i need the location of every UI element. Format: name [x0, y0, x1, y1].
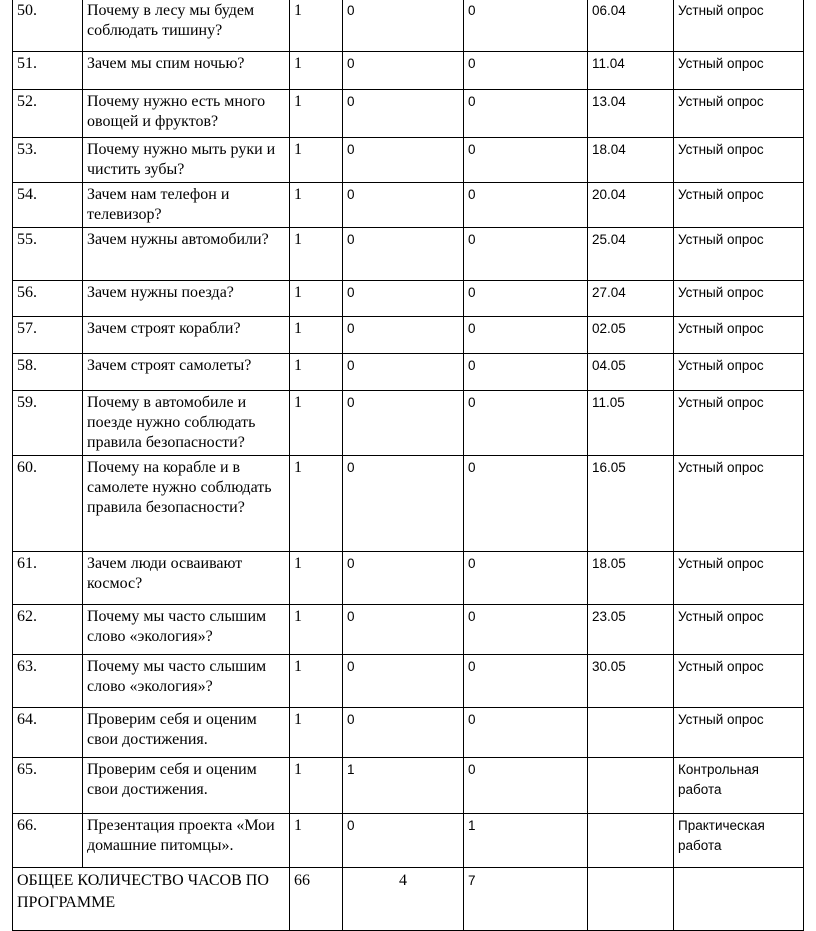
lesson-title: Зачем строят корабли? — [83, 317, 290, 354]
lesson-date: 30.05 — [588, 655, 674, 708]
lesson-title: Презентация проекта «Мои домашние питомцы». — [83, 814, 290, 868]
table-row — [13, 317, 804, 354]
lesson-hours: 1 — [290, 0, 343, 52]
lesson-practice: 0 — [464, 90, 588, 138]
lesson-form: Устный опрос — [674, 391, 804, 456]
lesson-hours: 1 — [290, 183, 343, 228]
table-row — [13, 456, 804, 552]
lesson-date: 06.04 — [588, 0, 674, 52]
lesson-date: 13.04 — [588, 90, 674, 138]
lesson-form: Устный опрос — [674, 354, 804, 391]
lesson-practice: 0 — [464, 281, 588, 317]
lesson-control: 0 — [343, 183, 464, 228]
lesson-date — [588, 758, 674, 814]
lesson-practice: 0 — [464, 52, 588, 90]
lesson-practice: 0 — [464, 708, 588, 758]
lesson-number: 60. — [13, 456, 83, 552]
lesson-hours: 1 — [290, 708, 343, 758]
lesson-control: 1 — [343, 758, 464, 814]
lesson-number: 64. — [13, 708, 83, 758]
lesson-form: Устный опрос — [674, 183, 804, 228]
lesson-hours: 1 — [290, 281, 343, 317]
total-label: ОБЩЕЕ КОЛИЧЕСТВО ЧАСОВ ПО ПРОГРАММЕ — [13, 868, 290, 931]
table-row — [13, 0, 804, 52]
total-empty-1 — [588, 868, 674, 931]
lesson-form: Устный опрос — [674, 52, 804, 90]
lesson-control: 0 — [343, 605, 464, 655]
lesson-form: Устный опрос — [674, 655, 804, 708]
lesson-practice: 0 — [464, 0, 588, 52]
lesson-title: Зачем строят самолеты? — [83, 354, 290, 391]
lesson-date: 23.05 — [588, 605, 674, 655]
total-row — [13, 868, 804, 931]
lesson-date: 20.04 — [588, 183, 674, 228]
lesson-date: 18.05 — [588, 552, 674, 605]
lesson-number: 63. — [13, 655, 83, 708]
lesson-title: Зачем нужны поезда? — [83, 281, 290, 317]
lesson-title: Почему в автомобиле и поезде нужно соблюдать правила безопасности? — [83, 391, 290, 456]
lesson-form: Практическая работа — [674, 814, 804, 868]
lesson-number: 59. — [13, 391, 83, 456]
total-empty-2 — [674, 868, 804, 931]
lesson-practice: 0 — [464, 391, 588, 456]
lesson-hours: 1 — [290, 391, 343, 456]
total-practice: 7 — [464, 868, 588, 931]
lesson-number: 53. — [13, 138, 83, 183]
lesson-hours: 1 — [290, 552, 343, 605]
lesson-hours: 1 — [290, 456, 343, 552]
lesson-practice: 0 — [464, 605, 588, 655]
lesson-number: 55. — [13, 228, 83, 281]
lesson-title: Проверим себя и оценим свои достижения. — [83, 708, 290, 758]
lesson-hours: 1 — [290, 138, 343, 183]
lesson-number: 65. — [13, 758, 83, 814]
table-row — [13, 708, 804, 758]
lesson-form: Устный опрос — [674, 281, 804, 317]
lesson-number: 52. — [13, 90, 83, 138]
lesson-form: Устный опрос — [674, 708, 804, 758]
lesson-number: 58. — [13, 354, 83, 391]
lesson-control: 0 — [343, 52, 464, 90]
lesson-title: Почему мы часто слышим слово «экология»? — [83, 655, 290, 708]
lesson-title: Почему мы часто слышим слово «экология»? — [83, 605, 290, 655]
lesson-form: Устный опрос — [674, 605, 804, 655]
lesson-hours: 1 — [290, 90, 343, 138]
table-row — [13, 228, 804, 281]
lesson-hours: 1 — [290, 655, 343, 708]
lesson-number: 51. — [13, 52, 83, 90]
lesson-number: 50. — [13, 0, 83, 52]
lesson-practice: 0 — [464, 354, 588, 391]
lesson-control: 0 — [343, 456, 464, 552]
table-row — [13, 391, 804, 456]
table-row — [13, 52, 804, 90]
lesson-date: 25.04 — [588, 228, 674, 281]
lesson-number: 66. — [13, 814, 83, 868]
lesson-form: Устный опрос — [674, 552, 804, 605]
lesson-form: Контрольная работа — [674, 758, 804, 814]
table-row — [13, 552, 804, 605]
total-hours: 66 — [290, 868, 343, 931]
lesson-title: Почему нужно мыть руки и чистить зубы? — [83, 138, 290, 183]
lesson-control: 0 — [343, 90, 464, 138]
table-row — [13, 281, 804, 317]
lesson-practice: 0 — [464, 758, 588, 814]
table-row — [13, 183, 804, 228]
table-row — [13, 655, 804, 708]
lesson-date: 18.04 — [588, 138, 674, 183]
lesson-title: Зачем люди осваивают космос? — [83, 552, 290, 605]
lesson-hours: 1 — [290, 317, 343, 354]
lesson-form: Устный опрос — [674, 0, 804, 52]
lesson-form: Устный опрос — [674, 317, 804, 354]
lesson-practice: 0 — [464, 456, 588, 552]
lesson-form: Устный опрос — [674, 456, 804, 552]
lesson-date: 11.05 — [588, 391, 674, 456]
lesson-practice: 0 — [464, 183, 588, 228]
lesson-control: 0 — [343, 0, 464, 52]
lesson-form: Устный опрос — [674, 90, 804, 138]
lesson-control: 0 — [343, 552, 464, 605]
lesson-number: 62. — [13, 605, 83, 655]
lesson-form: Устный опрос — [674, 228, 804, 281]
lesson-practice: 0 — [464, 138, 588, 183]
lesson-practice: 0 — [464, 655, 588, 708]
table-row — [13, 758, 804, 814]
lesson-control: 0 — [343, 655, 464, 708]
total-control: 4 — [343, 868, 464, 931]
lesson-control: 0 — [343, 228, 464, 281]
lesson-hours: 1 — [290, 52, 343, 90]
lesson-practice: 0 — [464, 228, 588, 281]
lesson-control: 0 — [343, 138, 464, 183]
lesson-control: 0 — [343, 317, 464, 354]
lesson-practice: 0 — [464, 317, 588, 354]
lesson-date — [588, 814, 674, 868]
lesson-title: Почему в лесу мы будем соблюдать тишину? — [83, 0, 290, 52]
lesson-hours: 1 — [290, 814, 343, 868]
lesson-number: 61. — [13, 552, 83, 605]
table-body — [13, 0, 804, 931]
table-row — [13, 90, 804, 138]
lesson-practice: 0 — [464, 552, 588, 605]
lesson-control: 0 — [343, 281, 464, 317]
lesson-title: Зачем мы спим ночью? — [83, 52, 290, 90]
lesson-control: 0 — [343, 354, 464, 391]
lesson-control: 0 — [343, 708, 464, 758]
lesson-hours: 1 — [290, 354, 343, 391]
lesson-hours: 1 — [290, 605, 343, 655]
lesson-hours: 1 — [290, 228, 343, 281]
lesson-number: 54. — [13, 183, 83, 228]
lesson-date: 11.04 — [588, 52, 674, 90]
lesson-title: Зачем нам телефон и телевизор? — [83, 183, 290, 228]
lesson-title: Почему на корабле и в самолете нужно соблюдать правила безопасности? — [83, 456, 290, 552]
lesson-hours: 1 — [290, 758, 343, 814]
curriculum-table — [12, 0, 804, 931]
lesson-title: Проверим себя и оценим свои достижения. — [83, 758, 290, 814]
lesson-date — [588, 708, 674, 758]
table-row — [13, 814, 804, 868]
lesson-control: 0 — [343, 391, 464, 456]
table-row — [13, 138, 804, 183]
lesson-number: 57. — [13, 317, 83, 354]
lesson-date: 16.05 — [588, 456, 674, 552]
lesson-practice: 1 — [464, 814, 588, 868]
lesson-title: Зачем нужны автомобили? — [83, 228, 290, 281]
lesson-date: 27.04 — [588, 281, 674, 317]
lesson-date: 02.05 — [588, 317, 674, 354]
lesson-control: 0 — [343, 814, 464, 868]
table-row — [13, 354, 804, 391]
lesson-title: Почему нужно есть много овощей и фруктов? — [83, 90, 290, 138]
lesson-number: 56. — [13, 281, 83, 317]
lesson-form: Устный опрос — [674, 138, 804, 183]
table-row — [13, 605, 804, 655]
lesson-date: 04.05 — [588, 354, 674, 391]
